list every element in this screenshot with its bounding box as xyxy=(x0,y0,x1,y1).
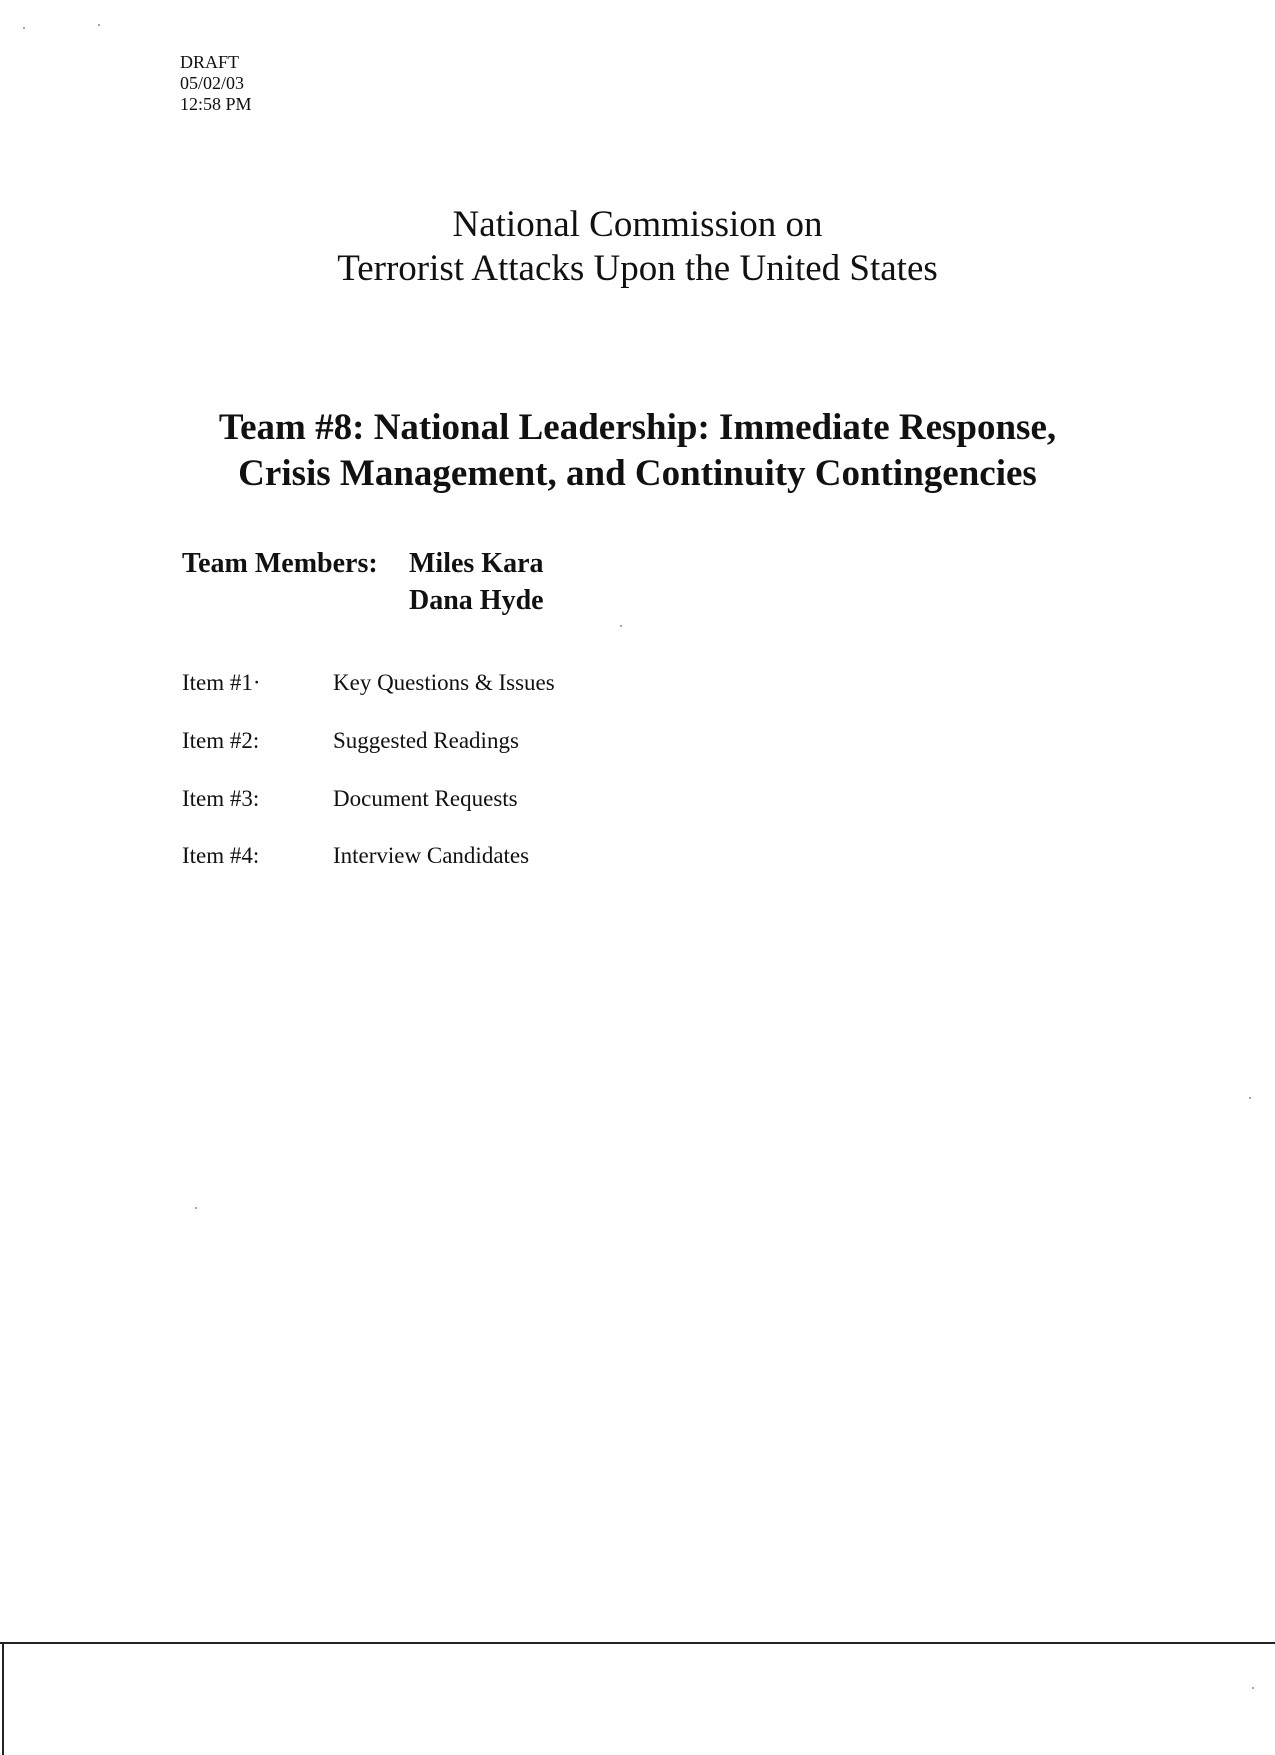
draft-label: DRAFT xyxy=(180,52,240,72)
scan-speck xyxy=(98,24,100,26)
commission-title-line-1: National Commission on xyxy=(452,204,823,245)
commission-title xyxy=(0,203,1275,291)
item-description: Key Questions & Issues xyxy=(333,670,555,695)
draft-time: 12:58 PM xyxy=(180,94,252,114)
draft-stamp xyxy=(180,52,252,115)
scan-speck xyxy=(195,1207,197,1209)
team-member-name: Dana Hyde xyxy=(409,585,544,616)
scan-edge-line xyxy=(2,1643,4,1755)
team-members-label: Team Members: xyxy=(182,548,378,579)
item-number: Item #3: xyxy=(182,786,260,811)
scan-speck xyxy=(1252,1687,1254,1689)
item-number: Item #1· xyxy=(182,670,261,695)
scan-speck xyxy=(620,625,622,627)
scan-speck xyxy=(1249,1097,1251,1099)
team-title xyxy=(0,405,1275,497)
team-title-line-1: Team #8: National Leadership: Immediate Response, xyxy=(218,407,1057,448)
team-member-name: Miles Kara xyxy=(409,548,544,579)
draft-date: 05/02/03 xyxy=(180,73,245,93)
team-title-line-2: Crisis Management, and Continuity Contingencies xyxy=(238,453,1037,494)
item-description: Interview Candidates xyxy=(333,843,530,868)
scan-speck xyxy=(23,27,25,29)
item-number: Item #4: xyxy=(182,843,260,868)
item-number: Item #2: xyxy=(182,728,260,753)
commission-title-line-2: Terrorist Attacks Upon the United States xyxy=(337,248,938,289)
item-description: Document Requests xyxy=(333,786,518,811)
item-description: Suggested Readings xyxy=(333,728,519,753)
scan-edge-rule xyxy=(0,1642,1275,1644)
